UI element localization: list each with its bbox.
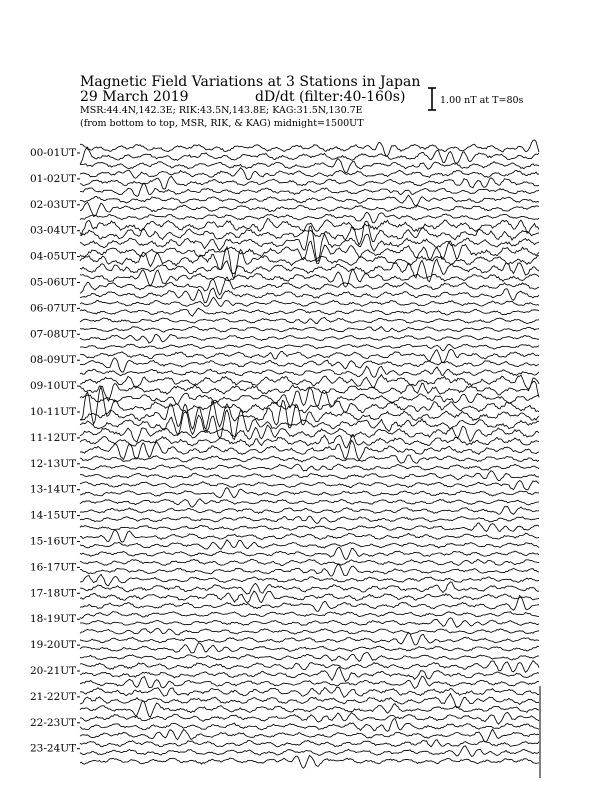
hour-label: 13-14UT <box>30 483 77 496</box>
station-trace <box>80 540 539 550</box>
hour-row <box>30 612 539 635</box>
hour-label: 15-16UT <box>30 535 77 548</box>
station-trace <box>80 212 539 223</box>
station-trace <box>80 523 539 532</box>
hour-row <box>30 740 539 769</box>
station-order-note: (from bottom to top, MSR, RIK, & KAG) midnight=1500UT <box>80 118 364 129</box>
station-trace <box>80 349 539 363</box>
station-trace <box>80 499 539 507</box>
hour-label: 00-01UT <box>30 147 77 159</box>
hour-label: 22-23UT <box>30 716 77 729</box>
station-trace <box>80 140 539 156</box>
station-trace <box>80 410 539 439</box>
station-trace <box>80 358 539 372</box>
station-trace <box>80 471 539 481</box>
station-trace <box>80 661 539 673</box>
station-trace <box>80 612 539 619</box>
hour-label: 23-24UT <box>30 742 77 755</box>
hour-row <box>30 455 539 481</box>
hour-row <box>30 582 539 612</box>
station-trace <box>80 712 539 724</box>
station-trace <box>80 366 539 377</box>
hour-label: 07-08UT <box>30 328 77 341</box>
hour-row <box>30 349 539 377</box>
station-trace <box>80 628 539 635</box>
hour-label: 02-03UT <box>30 198 77 211</box>
station-trace <box>80 488 539 498</box>
hour-label: 14-15UT <box>30 509 77 522</box>
hour-label: 11-12UT <box>30 431 77 444</box>
hour-label: 12-13UT <box>30 457 77 470</box>
station-trace <box>80 425 539 442</box>
station-trace <box>80 591 539 603</box>
hour-row <box>30 241 539 282</box>
hour-label: 18-19UT <box>30 613 77 626</box>
station-trace <box>80 687 539 697</box>
chart-quantity: dD/dt (filter:40-160s) <box>255 89 406 105</box>
station-trace <box>80 344 539 351</box>
station-trace <box>80 559 539 565</box>
scale-label: 1.00 nT at T=80s <box>440 95 524 106</box>
station-trace <box>80 755 539 768</box>
station-trace <box>80 652 539 661</box>
station-trace <box>80 297 539 306</box>
station-trace <box>80 334 539 343</box>
hour-row <box>30 425 539 460</box>
station-trace <box>80 729 539 742</box>
hour-row <box>30 530 539 559</box>
hour-row <box>30 632 539 661</box>
hour-row <box>30 168 539 197</box>
station-trace <box>80 582 539 594</box>
station-trace <box>80 195 539 205</box>
station-trace <box>80 168 539 180</box>
hour-label: 19-20UT <box>30 639 77 652</box>
hour-row <box>30 195 539 223</box>
hour-row <box>30 481 539 508</box>
hour-row <box>30 140 539 173</box>
station-trace <box>80 288 539 303</box>
station-trace <box>80 507 539 515</box>
plot-area <box>30 140 539 768</box>
station-trace <box>80 159 539 173</box>
hour-row <box>30 269 539 303</box>
station-trace <box>80 694 539 708</box>
hour-label: 21-22UT <box>30 690 77 703</box>
station-trace <box>80 547 539 559</box>
station-trace <box>80 719 539 732</box>
station-trace <box>80 202 539 216</box>
hour-label: 03-04UT <box>30 224 77 237</box>
hour-row <box>30 327 539 351</box>
station-trace <box>80 746 539 757</box>
hour-label: 17-18UT <box>30 587 77 600</box>
hour-row <box>30 219 539 262</box>
station-trace <box>80 667 539 681</box>
station-trace <box>80 632 539 645</box>
station-trace <box>80 176 539 189</box>
station-trace <box>80 740 539 747</box>
hour-label: 16-17UT <box>30 561 77 574</box>
hour-label: 08-09UT <box>30 354 77 367</box>
station-trace <box>80 530 539 542</box>
station-trace <box>80 574 539 585</box>
station-trace <box>80 183 539 196</box>
hour-label: 10-11UT <box>30 406 77 418</box>
station-trace <box>80 618 539 627</box>
station-trace <box>80 277 539 295</box>
station-trace <box>80 269 539 287</box>
station-trace <box>80 387 539 424</box>
station-trace <box>80 481 539 490</box>
chart-title: Magnetic Field Variations at 3 Stations in Japan <box>80 74 421 90</box>
station-trace <box>80 516 539 523</box>
hour-row <box>30 559 539 585</box>
station-trace <box>80 643 539 653</box>
station-trace <box>80 387 539 407</box>
hour-label: 09-10UT <box>30 380 77 393</box>
hour-row <box>30 661 539 689</box>
hour-row <box>30 687 539 717</box>
hour-label: 06-07UT <box>30 302 77 315</box>
station-trace <box>80 317 539 323</box>
station-coordinates: MSR:44.4N,142.3E; RIK:43.5N,143.8E; KAG:31.5N,130.7E <box>80 105 363 116</box>
station-trace <box>80 676 539 688</box>
station-trace <box>80 564 539 576</box>
hour-row <box>30 712 539 742</box>
hour-label: 01-02UT <box>30 172 77 185</box>
station-trace <box>80 308 539 316</box>
hour-label: 20-21UT <box>30 665 77 677</box>
station-trace <box>80 464 539 471</box>
hour-label: 04-05UT <box>30 250 77 263</box>
hour-row <box>30 297 539 324</box>
station-trace <box>80 327 539 333</box>
hour-label: 05-06UT <box>30 276 77 289</box>
scale-bar <box>428 88 524 110</box>
hour-row <box>30 507 539 532</box>
chart-date: 29 March 2019 <box>80 89 189 105</box>
